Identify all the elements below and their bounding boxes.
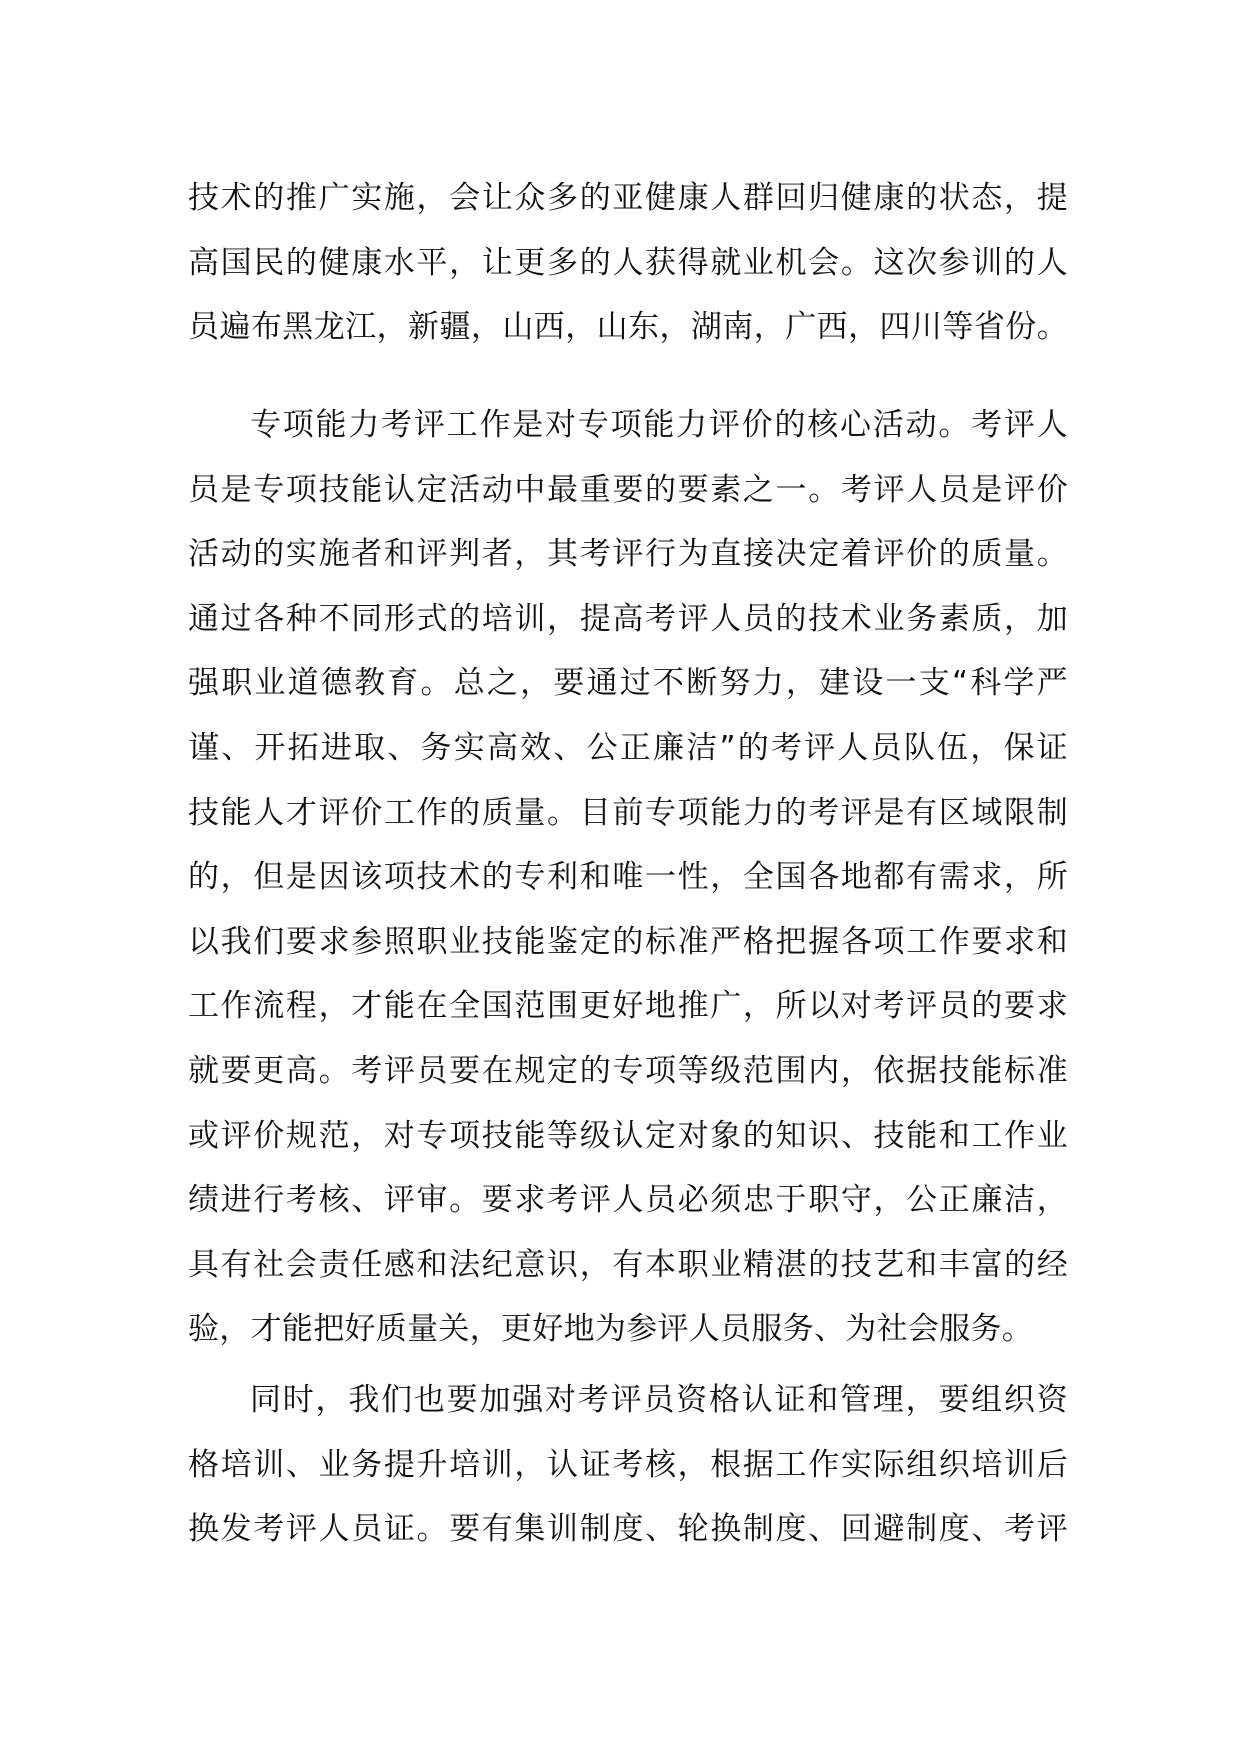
- text-line: 验，才能把好质量关，更好地为参评人员服务、为社会服务。: [188, 1311, 1034, 1348]
- text-line: 以我们要求参照职业技能鉴定的标准严格把握各项工作要求和: [188, 923, 1068, 960]
- text-line: 高国民的健康水平，让更多的人获得就业机会。这次参训的人: [188, 244, 1068, 281]
- text-line: 换发考评人员证。要有集训制度、轮换制度、回避制度、考评: [188, 1511, 1068, 1548]
- text-line: 通过各种不同形式的培训，提高考评人员的技术业务素质，加: [188, 600, 1068, 637]
- text-line: 工作流程，才能在全国范围更好地推广，所以对考评员的要求: [188, 988, 1068, 1025]
- paragraph-3: [188, 1368, 1068, 1562]
- text-line: 专项能力考评工作是对专项能力评价的核心活动。考评人: [250, 407, 1068, 443]
- text-line: 强职业道德教育。总之，要通过不断努力，建设一支“科学严: [188, 665, 1068, 702]
- text-line: 员是专项技能认定活动中最重要的要素之一。考评人员是评价: [188, 471, 1068, 508]
- text-line: 谨、开拓进取、务实高效、公正廉洁”的考评人员队伍，保证: [188, 729, 1068, 766]
- text-line: 技术的推广实施，会让众多的亚健康人群回归健康的状态，提: [188, 180, 1068, 216]
- paragraph-2: [188, 393, 1068, 1362]
- text-line: 具有社会责任感和法纪意识，有本职业精湛的技艺和丰富的经: [188, 1246, 1068, 1283]
- text-line: 或评价规范，对专项技能等级认定对象的知识、技能和工作业: [188, 1117, 1068, 1154]
- text-line: 就要更高。考评员要在规定的专项等级范围内，依据技能标准: [188, 1052, 1068, 1089]
- text-line: 技能人才评价工作的质量。目前专项能力的考评是有区域限制: [188, 794, 1068, 831]
- text-line: 绩进行考核、评审。要求考评人员必须忠于职守，公正廉洁，: [188, 1182, 1068, 1219]
- text-line: 的，但是因该项技术的专利和唯一性，全国各地都有需求，所: [188, 859, 1068, 896]
- paragraph-1: [188, 166, 1068, 360]
- text-line: 格培训、业务提升培训，认证考核，根据工作实际组织培训后: [188, 1446, 1068, 1483]
- text-line: 同时，我们也要加强对考评员资格认证和管理，要组织资: [250, 1382, 1068, 1418]
- text-line: 员遍布黑龙江，新疆，山西，山东，湖南，广西，四川等省份。: [188, 309, 1068, 346]
- text-line: 活动的实施者和评判者，其考评行为直接决定着评价的质量。: [188, 536, 1068, 573]
